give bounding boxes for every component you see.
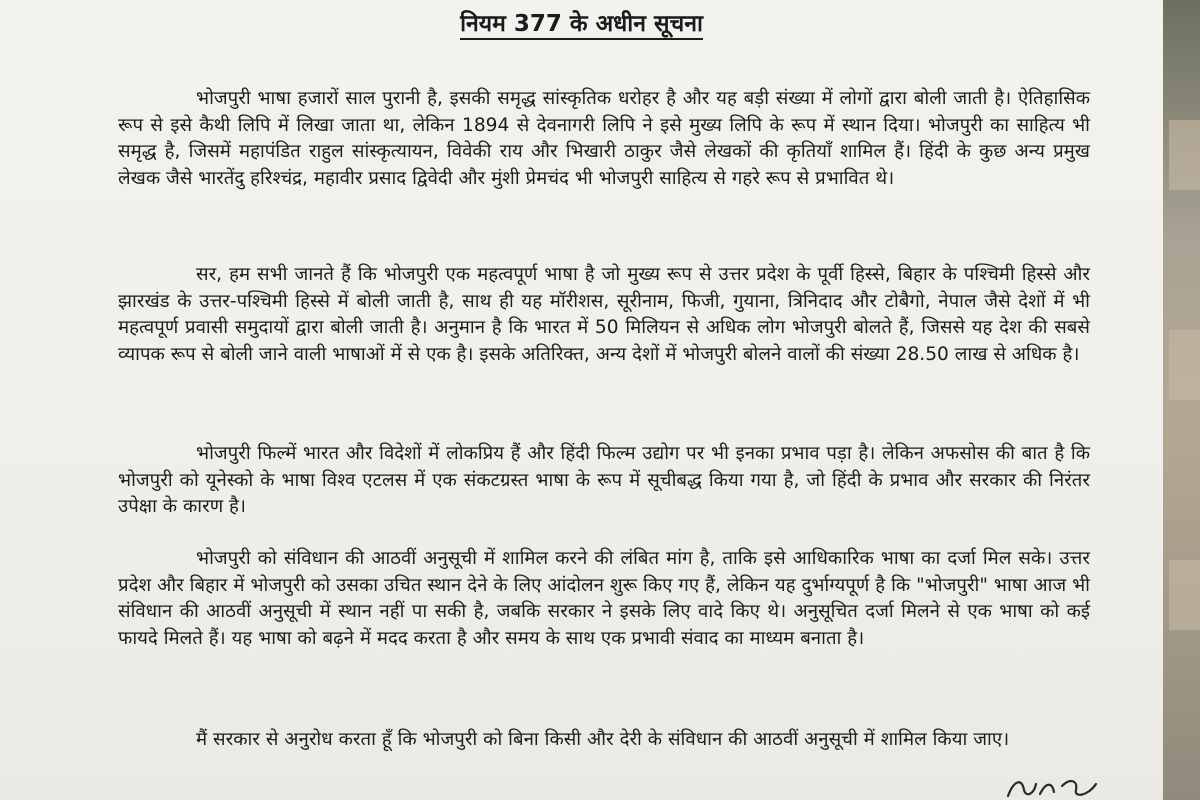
paragraph-films-unesco: भोजपुरी फिल्में भारत और विदेशों में लोकप्रिय हैं और हिंदी फिल्म उद्योग पर भी इनका प्रभाव पड़ा है। लेकिन अफसोस की बात है कि भोजपुरी को यूनेस्को के भाषा विश्व एटलस में एक संकटग्रस्त भाषा के रूप में सूचीबद्ध किया गया है, जो हिंदी के प्रभाव और सरकार की निरंतर उपेक्षा के कारण है।: [118, 443, 1090, 517]
paragraph-eighth-schedule: भोजपुरी को संविधान की आठवीं अनुसूची में शामिल करने की लंबित मांग है, ताकि इसे आधिकारिक भाषा का दर्जा मिल सके। उत्तर प्रदेश और बिहार में भोजपुरी को उसका उचित स्थान देने के लिए आंदोलन शुरू किए गए हैं, लेकिन यह दुर्भाग्यपूर्ण है कि "भोजपुरी" भाषा आज भी संविधान की आठवीं अनुसूची में स्थान नहीं पा सकी है, जबकि सरकार ने इसके लिए वादे किए थे। अनुसूचित दर्जा मिलने से एक भाषा को कई फायदे मिलते हैं। यह भाषा को बढ़ने में मदद करता है और समय के साथ एक प्रभावी संवाद का माध्यम बनाता है।: [118, 548, 1090, 649]
signature-mark: [1000, 770, 1120, 800]
paragraph-request: मैं सरकार से अनुरोध करता हूँ कि भोजपुरी को बिना किसी और देरी के संविधान की आठवीं अनुसूची में शामिल किया जाए।: [196, 729, 1010, 750]
document-title-text: नियम 377 के अधीन सूचना: [460, 11, 703, 40]
paragraph-history: भोजपुरी भाषा हजारों साल पुरानी है, इसकी समृद्ध सांस्कृतिक धरोहर है और यह बड़ी संख्या में लोगों द्वारा बोली जाती है। ऐतिहासिक रूप से इसे कैथी लिपि में लिखा जाता था, लेकिन 1894 से देवनागरी लिपि ने इसे मुख्य लिपि के रूप में स्थान दिया। भोजपुरी का साहित्य भी समृद्ध है, जिसमें महापंडित राहुल सांस्कृत्यायन, विवेकी राय और भिखारी ठाकुर जैसे लेखकों की कृतियाँ शामिल हैं। हिंदी के कुछ अन्य प्रमुख लेखक जैसे भारतेंदु हरिश्चंद्र, महावीर प्रसाद द्विवेदी और मुंशी प्रेमचंद भी भोजपुरी साहित्य से गहरे रूप से प्रभावित थे।: [118, 88, 1090, 189]
background-edge: [1163, 0, 1200, 800]
paragraph-speakers: सर, हम सभी जानते हैं कि भोजपुरी एक महत्वपूर्ण भाषा है जो मुख्य रूप से उत्तर प्रदेश के पूर्वी हिस्से, बिहार के पश्चिमी हिस्से और झारखंड के उत्तर-पश्चिमी हिस्से में बोली जाती है, साथ ही यह मॉरीशस, सूरीनाम, फिजी, गुयाना, त्रिनिदाद और टोबैगो, नेपाल जैसे देशों में भी महत्वपूर्ण प्रवासी समुदायों द्वारा बोली जाती है। अनुमान है कि भारत में 50 मिलियन से अधिक लोग भोजपुरी बोलते हैं, जिससे यह देश की सबसे व्यापक रूप से बोली जाने वाली भाषाओं में से एक है। इसके अतिरिक्त, अन्य देशों में भोजपुरी बोलने वालों की संख्या 28.50 लाख से अधिक है।: [118, 264, 1090, 365]
document-title: [0, 6, 1163, 38]
